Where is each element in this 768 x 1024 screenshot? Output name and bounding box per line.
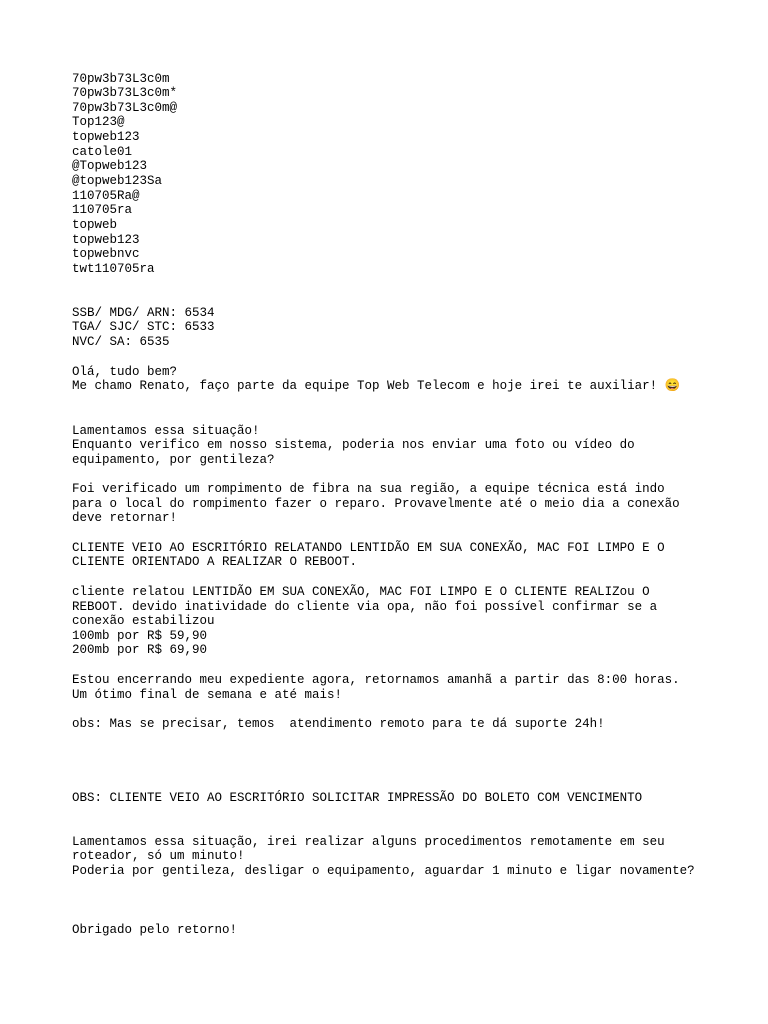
text-line: deve retornar! bbox=[72, 511, 178, 525]
text-line: cliente relatou LENTIDÃO EM SUA CONEXÃO, MAC FOI LIMPO E O CLIENTE REALIZou O bbox=[72, 585, 650, 599]
text-line: 70pw3b73L3c0m* bbox=[72, 86, 178, 100]
text-line: Enquanto verifico em nosso sistema, poderia nos enviar uma foto ou vídeo do bbox=[72, 438, 635, 452]
text-line: obs: Mas se precisar, temos atendimento remoto para te dá suporte 24h! bbox=[72, 717, 605, 731]
text-line: twt110705ra bbox=[72, 262, 155, 276]
text-line: SSB/ MDG/ ARN: 6534 bbox=[72, 306, 215, 320]
text-line: 110705ra bbox=[72, 203, 133, 217]
text-line: NVC/ SA: 6535 bbox=[72, 335, 170, 349]
text-line: REBOOT. devido inatividade do cliente via opa, não foi possível confirmar se a bbox=[72, 600, 658, 614]
text-line: para o local do rompimento fazer o reparo. Provavelmente até o meio dia a conexão bbox=[72, 497, 680, 511]
text-line: Top123@ bbox=[72, 115, 125, 129]
text-line: topweb123 bbox=[72, 233, 140, 247]
text-line: CLIENTE ORIENTADO A REALIZAR O REBOOT. bbox=[72, 555, 358, 569]
text-line: 110705Ra@ bbox=[72, 189, 140, 203]
text-line: 70pw3b73L3c0m@ bbox=[72, 101, 178, 115]
text-line: Um ótimo final de semana e até mais! bbox=[72, 688, 343, 702]
text-line: topweb bbox=[72, 218, 118, 232]
text-line: Lamentamos essa situação! bbox=[72, 424, 260, 438]
text-line: Me chamo Renato, faço parte da equipe Top Web Telecom e hoje irei te auxiliar! 😄 bbox=[72, 379, 681, 393]
text-line: @topweb123Sa bbox=[72, 174, 163, 188]
text-line: Lamentamos essa situação, irei realizar alguns procedimentos remotamente em seu bbox=[72, 835, 665, 849]
text-line: equipamento, por gentileza? bbox=[72, 453, 275, 467]
text-line: @Topweb123 bbox=[72, 159, 148, 173]
text-line: 200mb por R$ 69,90 bbox=[72, 643, 208, 657]
text-line: 70pw3b73L3c0m bbox=[72, 72, 170, 86]
text-line: roteador, só um minuto! bbox=[72, 849, 245, 863]
text-line: 100mb por R$ 59,90 bbox=[72, 629, 208, 643]
text-line: topwebnvc bbox=[72, 247, 140, 261]
text-line: CLIENTE VEIO AO ESCRITÓRIO RELATANDO LENTIDÃO EM SUA CONEXÃO, MAC FOI LIMPO E O bbox=[72, 541, 665, 555]
text-line: TGA/ SJC/ STC: 6533 bbox=[72, 320, 215, 334]
text-line: Estou encerrando meu expediente agora, retornamos amanhã a partir das 8:00 horas. bbox=[72, 673, 680, 687]
text-line: conexão estabilizou bbox=[72, 614, 215, 628]
text-line: topweb123 bbox=[72, 130, 140, 144]
text-line: Poderia por gentileza, desligar o equipamento, aguardar 1 minuto e ligar novamente? bbox=[72, 864, 695, 878]
text-line: Obrigado pelo retorno! bbox=[72, 923, 238, 937]
text-line: Foi verificado um rompimento de fibra na sua região, a equipe técnica está indo bbox=[72, 482, 665, 496]
text-line: Olá, tudo bem? bbox=[72, 365, 178, 379]
text-line: OBS: CLIENTE VEIO AO ESCRITÓRIO SOLICITAR IMPRESSÃO DO BOLETO COM VENCIMENTO bbox=[72, 791, 643, 805]
text-line: catole01 bbox=[72, 145, 133, 159]
